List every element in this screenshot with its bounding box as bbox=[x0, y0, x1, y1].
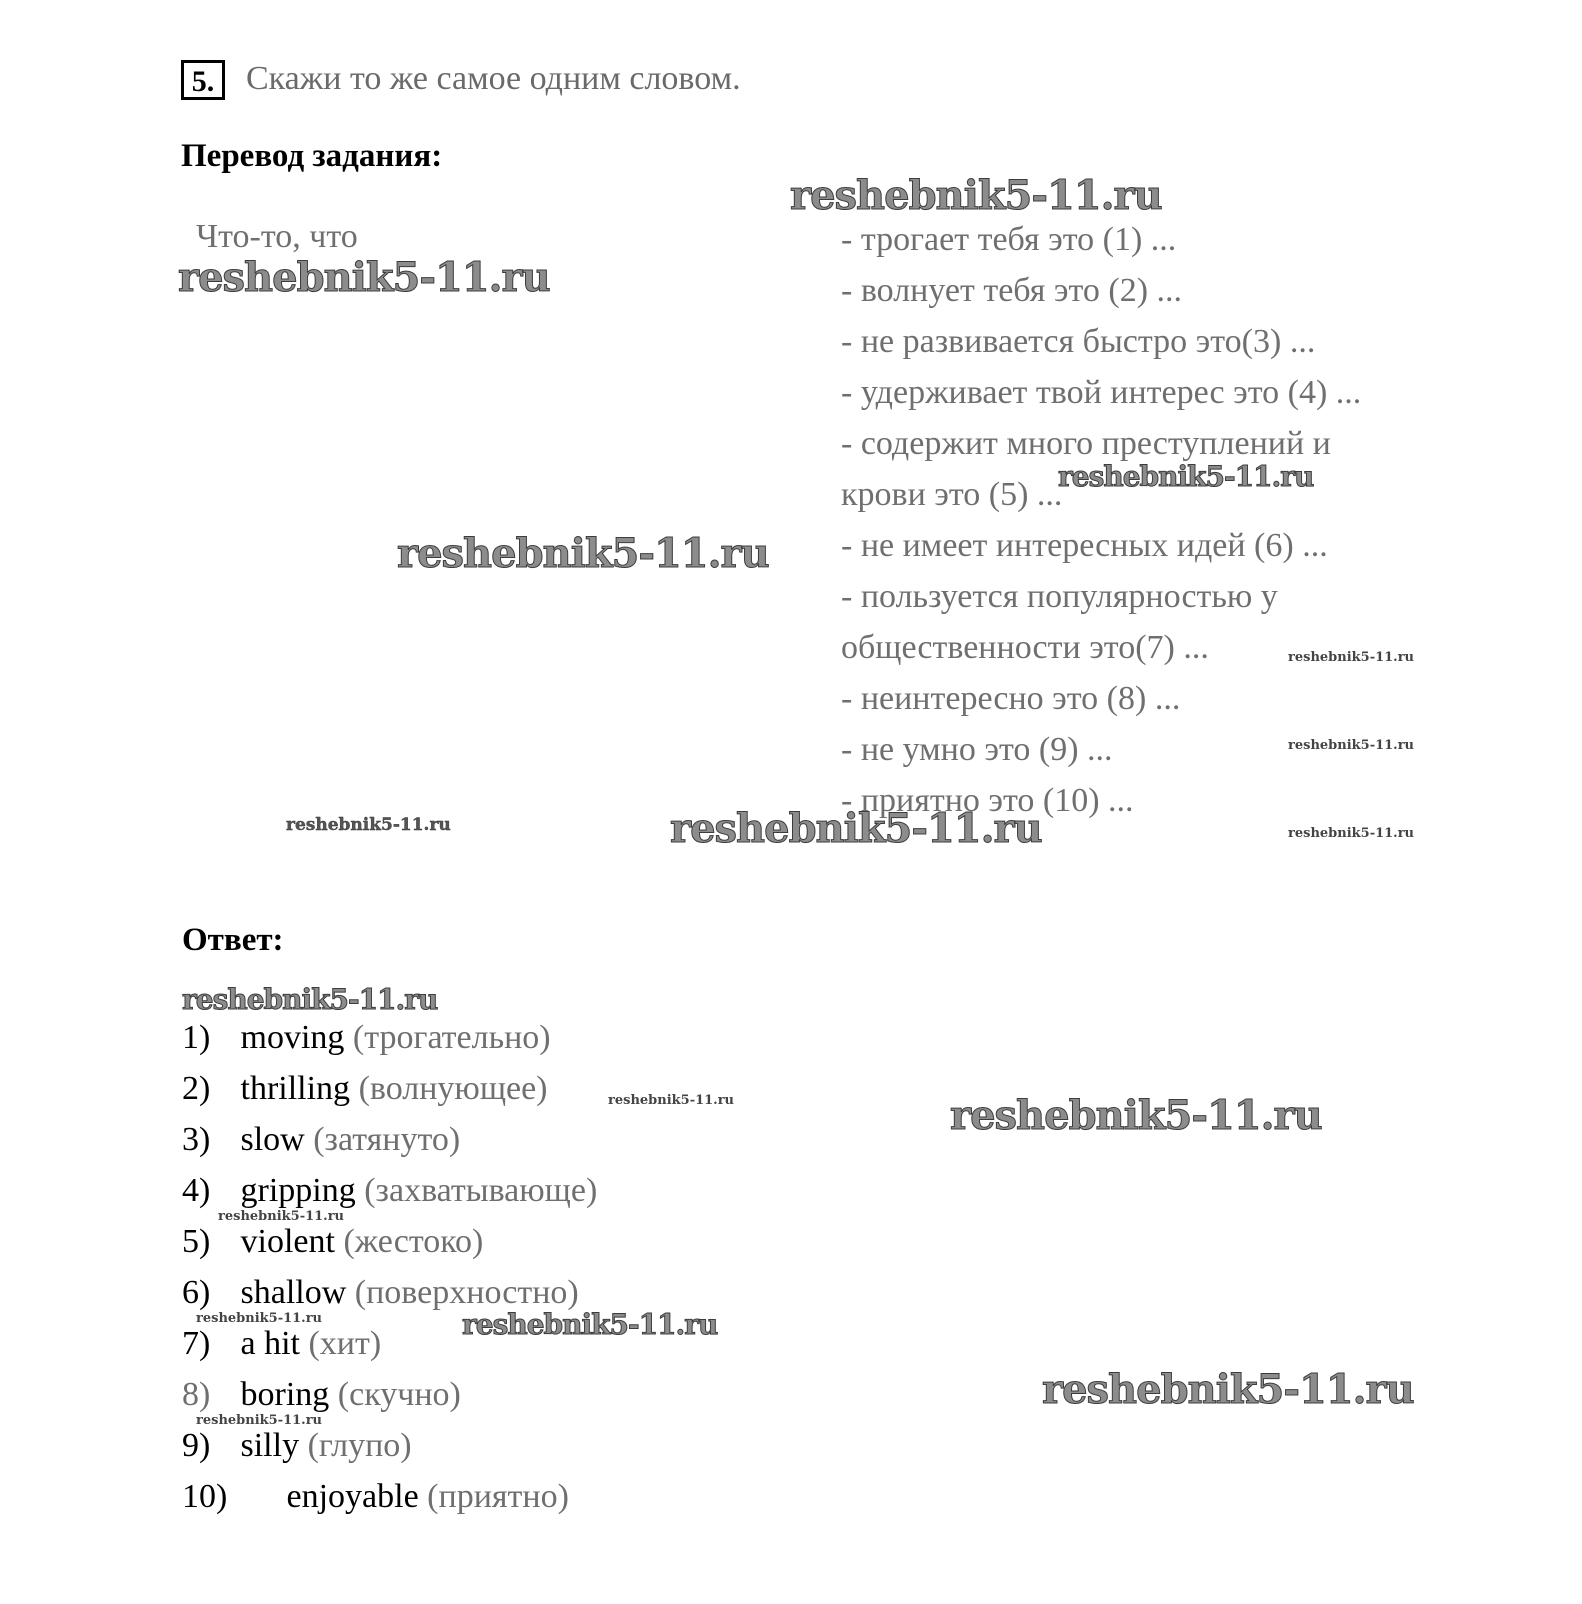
task-number: 5. bbox=[181, 60, 225, 100]
answer-word: silly bbox=[240, 1427, 300, 1464]
answer-translation: (трогательно) bbox=[352, 1019, 551, 1056]
translation-list bbox=[841, 214, 1461, 826]
translation-line: - трогает тебя это (1) ... bbox=[841, 221, 1177, 258]
answer-word: thrilling bbox=[240, 1070, 351, 1107]
answer-item bbox=[182, 1114, 597, 1165]
translation-line: - содержит много преступлений и bbox=[841, 425, 1331, 462]
translation-line: крови это (5) ... bbox=[841, 476, 1063, 513]
answer-number: 1) bbox=[182, 1019, 211, 1056]
task-instruction: Скажи то же самое одним словом. bbox=[246, 60, 741, 97]
translation-line: - волнует тебя это (2) ... bbox=[841, 272, 1183, 309]
answer-word: moving bbox=[240, 1019, 345, 1056]
watermark: reshebnik5-11.ru bbox=[178, 254, 550, 301]
answer-number: 3) bbox=[182, 1121, 211, 1158]
translation-intro: Что-то, что bbox=[196, 218, 358, 255]
watermark: reshebnik5-11.ru bbox=[1288, 826, 1415, 841]
answer-number: 4) bbox=[182, 1172, 211, 1209]
answer-translation: (приятно) bbox=[427, 1478, 569, 1515]
watermark: reshebnik5-11.ru bbox=[1288, 738, 1415, 753]
watermark: reshebnik5-11.ru bbox=[1042, 1366, 1414, 1413]
answer-item bbox=[182, 1012, 597, 1063]
watermark: reshebnik5-11.ru bbox=[1058, 460, 1314, 493]
watermark: reshebnik5-11.ru bbox=[950, 1092, 1322, 1139]
watermark: reshebnik5-11.ru bbox=[670, 805, 1042, 852]
translation-line: - не умно это (9) ... bbox=[841, 731, 1113, 768]
answer-translation: (хит) bbox=[308, 1325, 382, 1362]
answer-number: 10) bbox=[182, 1478, 228, 1515]
watermark: reshebnik5-11.ru bbox=[218, 1209, 345, 1224]
answer-word: violent bbox=[240, 1223, 335, 1260]
answer-word: enjoyable bbox=[286, 1478, 419, 1515]
answer-number: 8) bbox=[182, 1376, 211, 1413]
answer-translation: (поверхностно) bbox=[354, 1274, 579, 1311]
answer-translation: (волнующее) bbox=[358, 1070, 548, 1107]
watermark: reshebnik5-11.ru bbox=[286, 815, 451, 835]
answer-word: shallow bbox=[240, 1274, 347, 1311]
watermark: reshebnik5-11.ru bbox=[462, 1308, 718, 1341]
answer-word: gripping bbox=[240, 1172, 356, 1209]
translation-line: - удерживает твой интерес это (4) ... bbox=[841, 374, 1362, 411]
translation-line: - неинтересно это (8) ... bbox=[841, 680, 1181, 717]
translation-line: - пользуется популярностью у bbox=[841, 578, 1278, 615]
answer-translation: (захватывающе) bbox=[364, 1172, 598, 1209]
answer-number: 2) bbox=[182, 1070, 211, 1107]
watermark: reshebnik5-11.ru bbox=[196, 1311, 323, 1326]
answer-word: boring bbox=[240, 1376, 330, 1413]
answer-word: a hit bbox=[240, 1325, 300, 1362]
answer-number: 7) bbox=[182, 1325, 211, 1362]
answer-item bbox=[182, 1063, 597, 1114]
watermark: reshebnik5-11.ru bbox=[196, 1413, 323, 1428]
answer-translation: (скучно) bbox=[337, 1376, 461, 1413]
watermark: reshebnik5-11.ru bbox=[182, 983, 438, 1016]
answer-translation: (жестоко) bbox=[343, 1223, 484, 1260]
answer-list bbox=[182, 1012, 597, 1522]
answer-translation: (затянуто) bbox=[313, 1121, 461, 1158]
answer-heading: Ответ: bbox=[182, 922, 284, 958]
answer-translation: (глупо) bbox=[307, 1427, 412, 1464]
answer-word: slow bbox=[240, 1121, 305, 1158]
translation-line: - приятно это (10) ... bbox=[841, 782, 1134, 819]
watermark: reshebnik5-11.ru bbox=[608, 1093, 735, 1108]
watermark: reshebnik5-11.ru bbox=[397, 530, 769, 577]
watermark: reshebnik5-11.ru bbox=[790, 172, 1162, 219]
translation-line: - не развивается быстро это(3) ... bbox=[841, 323, 1316, 360]
translation-heading: Перевод задания: bbox=[181, 138, 443, 174]
answer-item bbox=[182, 1471, 597, 1522]
answer-number: 5) bbox=[182, 1223, 211, 1260]
translation-line: - не имеет интересных идей (6) ... bbox=[841, 527, 1328, 564]
answer-number: 9) bbox=[182, 1427, 211, 1464]
translation-line: общественности это(7) ... bbox=[841, 629, 1209, 666]
answer-number: 6) bbox=[182, 1274, 211, 1311]
watermark: reshebnik5-11.ru bbox=[1288, 650, 1415, 665]
